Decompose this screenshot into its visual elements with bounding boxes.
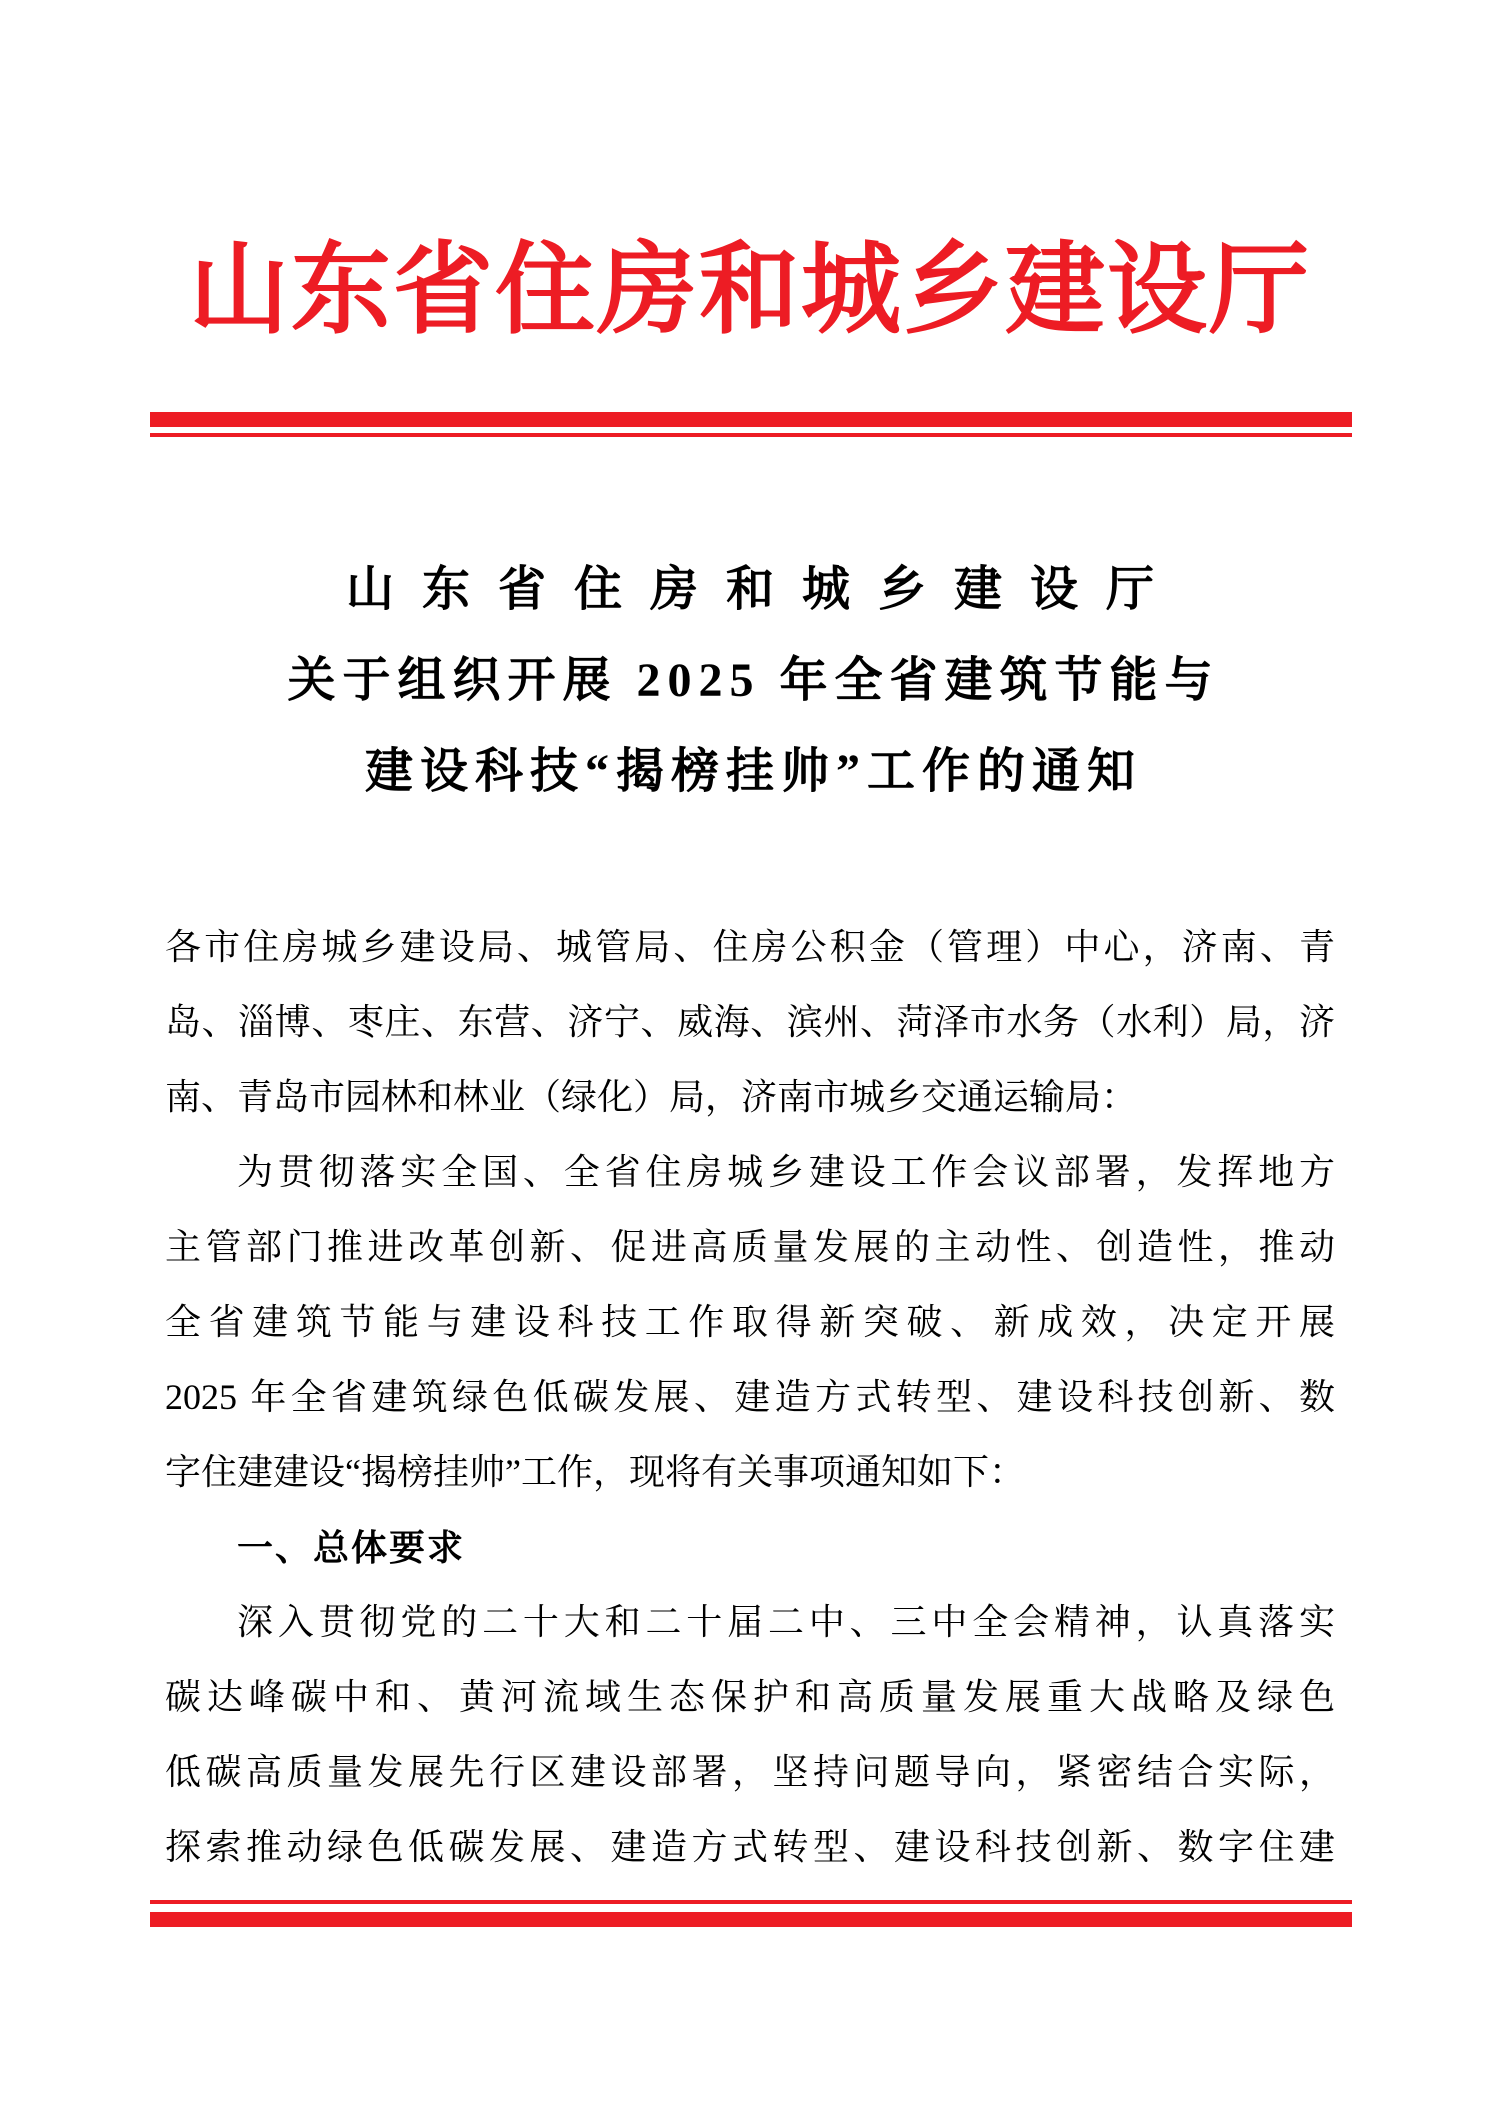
document-title xyxy=(0,544,1500,817)
document-title-line-1: 山东省住房和城乡建设厅 xyxy=(345,563,1182,616)
salutation-line: 各市住房城乡建设局、城管局、住房公积金（管理）中心，济南、青 xyxy=(165,927,1335,967)
section-heading-overall-requirements: 一、总体要求 xyxy=(237,1527,466,1568)
top-separator-thick-line xyxy=(150,412,1352,427)
salutation-line: 南、青岛市园林和林业（绿化）局，济南市城乡交通运输局： xyxy=(165,1077,1138,1117)
paragraph-line: 主管部门推进改革创新、促进高质量发展的主动性、创造性，推动 xyxy=(165,1227,1335,1267)
bottom-separator-thin-line xyxy=(150,1900,1352,1904)
bottom-separator-thick-line xyxy=(150,1912,1352,1927)
document-title-line-2: 关于组织开展 2025 年全省建筑节能与 xyxy=(287,654,1220,707)
paragraph-line: 全省建筑节能与建设科技工作取得新突破、新成效，决定开展 xyxy=(165,1302,1335,1342)
paragraph-line: 深入贯彻党的二十大和二十届二中、三中全会精神，认真落实 xyxy=(237,1602,1335,1642)
paragraph-line: 低碳高质量发展先行区建设部署，坚持问题导向，紧密结合实际， xyxy=(165,1752,1335,1792)
document-body xyxy=(165,910,1335,1885)
paragraph-line: 2025 年全省建筑绿色低碳发展、建造方式转型、建设科技创新、数 xyxy=(165,1377,1335,1417)
letterhead-org-name: 山东省住房和城乡建设厅 xyxy=(189,235,1311,346)
top-separator-thin-line xyxy=(150,433,1352,437)
salutation-line: 岛、淄博、枣庄、东营、济宁、威海、滨州、菏泽市水务（水利）局，济 xyxy=(165,1002,1335,1042)
paragraph-line: 字住建建设“揭榜挂帅”工作，现将有关事项通知如下： xyxy=(165,1452,1025,1492)
document-title-line-3: 建设科技“揭榜挂帅”工作的通知 xyxy=(364,745,1142,798)
paragraph-line: 碳达峰碳中和、黄河流域生态保护和高质量发展重大战略及绿色 xyxy=(165,1677,1335,1717)
paragraph-line: 探索推动绿色低碳发展、建造方式转型、建设科技创新、数字住建 xyxy=(165,1827,1335,1867)
paragraph-line: 为贯彻落实全国、全省住房城乡建设工作会议部署，发挥地方 xyxy=(237,1152,1335,1192)
